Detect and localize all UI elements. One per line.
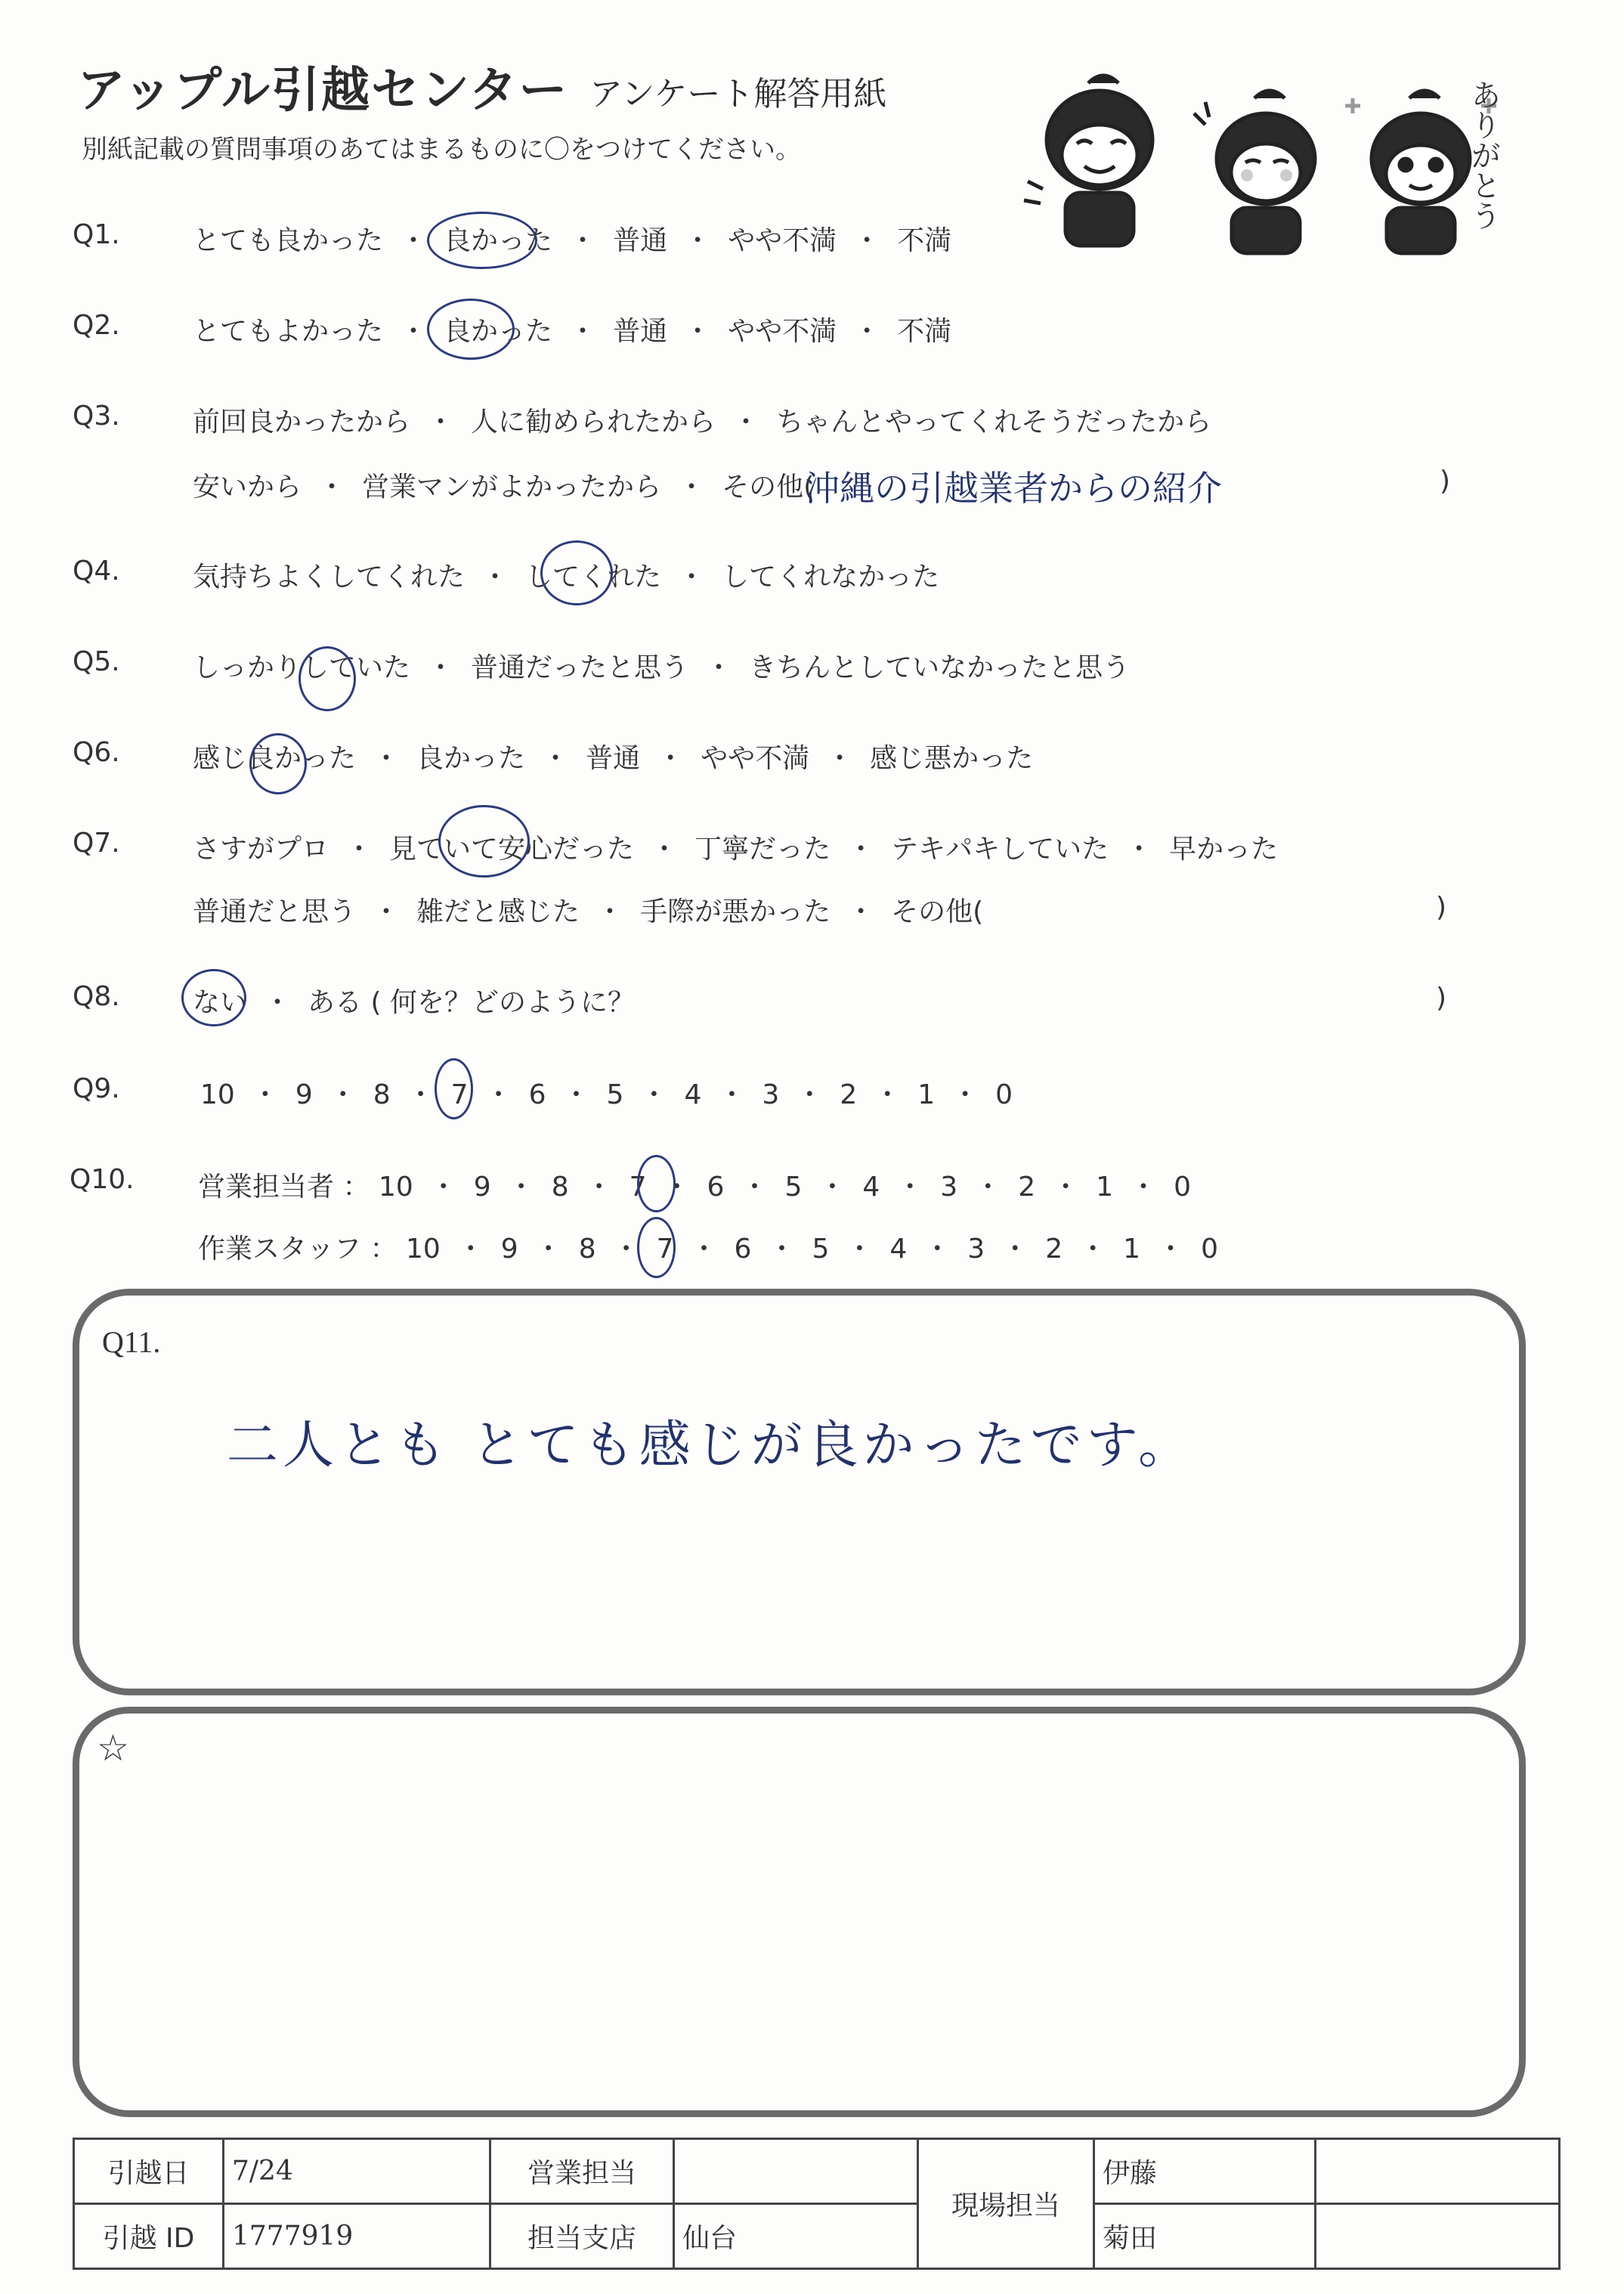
q10-sales-7[interactable]: 7 <box>629 1172 647 1203</box>
q3-label: Q3. <box>73 401 120 432</box>
q1-label: Q1. <box>73 219 120 250</box>
q6-option-5[interactable]: 感じ悪かった <box>870 743 1034 774</box>
move-id-label: 引越 ID <box>74 2204 224 2269</box>
q7-option-7[interactable]: 雑だと感じた <box>416 896 580 927</box>
q10-label: Q10. <box>70 1164 135 1195</box>
q6-option-1[interactable]: 感じ良かった <box>193 743 357 774</box>
instruction-text: 別紙記載の質問事項のあてはまるものに〇をつけてください。 <box>82 135 801 165</box>
q4-option-2[interactable]: してくれた <box>525 562 662 593</box>
field-staff-extra-1[interactable] <box>1316 2139 1560 2204</box>
q7-other-label[interactable]: その他( <box>891 896 984 927</box>
q8-option-none[interactable]: ない <box>193 987 248 1018</box>
form-subtitle: アンケート解答用紙 <box>589 75 887 113</box>
q1-option-3[interactable]: 普通 <box>613 225 668 256</box>
branch-label: 担当支店 <box>490 2204 674 2269</box>
q7-option-1[interactable]: さすがプロ <box>193 834 329 865</box>
q10-sales-9[interactable]: 9 <box>473 1172 491 1203</box>
q9-1[interactable]: 1 <box>917 1079 936 1110</box>
q7-option-4[interactable]: テキパキしていた <box>891 834 1109 865</box>
q1-options: とても良かった ・ 良かった ・ 普通 ・ やや不満 ・ 不満 <box>193 225 952 256</box>
field-staff-1[interactable]: 伊藤 <box>1094 2139 1316 2204</box>
q8-close-paren: ) <box>1436 983 1447 1014</box>
q3-other-answer[interactable]: 沖縄の引越業者からの紹介 <box>805 468 1222 509</box>
q7-label: Q7. <box>73 828 120 859</box>
q7-option-3[interactable]: 丁寧だった <box>694 834 831 865</box>
q11-label: Q11. <box>102 1325 161 1359</box>
q2-option-3[interactable]: 普通 <box>613 316 668 347</box>
q5-option-3[interactable]: きちんとしていなかったと思う <box>749 652 1131 683</box>
q6-option-3[interactable]: 普通 <box>586 743 641 774</box>
q7-option-6[interactable]: 普通だと思う <box>193 896 357 927</box>
q10-staff-1[interactable]: 1 <box>1123 1234 1141 1265</box>
comment-star-label: ☆ <box>97 1729 130 1769</box>
q11-box <box>73 1289 1526 1695</box>
q9-6[interactable]: 6 <box>528 1079 546 1110</box>
q4-selection-circle <box>540 540 613 605</box>
field-staff-extra-2[interactable] <box>1316 2204 1560 2269</box>
sales-value[interactable] <box>674 2139 918 2204</box>
q8-option-other[interactable]: ある ( 何を？どのように？ <box>308 987 635 1018</box>
q10-sales-1[interactable]: 1 <box>1096 1172 1114 1203</box>
q10-staff-9[interactable]: 9 <box>500 1234 518 1265</box>
q1-option-4[interactable]: やや不満 <box>728 225 837 256</box>
q8-selection-circle <box>181 969 246 1026</box>
q4-option-1[interactable]: 気持ちよくしてくれた <box>193 562 466 593</box>
q6-option-2[interactable]: 良かった <box>416 743 526 774</box>
q10-staff-3[interactable]: 3 <box>967 1234 985 1265</box>
q3-line2: 安いから ・ 営業マンがよかったから ・ その他( <box>193 472 815 503</box>
q10-staff-7[interactable]: 7 <box>656 1234 674 1265</box>
q10-sales-8[interactable]: 8 <box>551 1172 569 1203</box>
q9-8[interactable]: 8 <box>373 1079 391 1110</box>
q9-7[interactable]: 7 <box>450 1079 469 1110</box>
q1-option-5[interactable]: 不満 <box>897 225 952 256</box>
q3-close-paren: ) <box>1440 466 1451 497</box>
q1-option-2[interactable]: 良かった <box>444 225 553 256</box>
q10-staff-0[interactable]: 0 <box>1201 1234 1218 1265</box>
branch-value[interactable]: 仙台 <box>674 2204 918 2269</box>
q3-option-2[interactable]: 人に勧められたから <box>471 407 716 438</box>
q2-option-1[interactable]: とてもよかった <box>193 316 384 347</box>
q9-4[interactable]: 4 <box>684 1079 702 1110</box>
q10-staff-10[interactable]: 10 <box>405 1234 441 1265</box>
q2-selection-circle <box>427 299 515 360</box>
q10-sales-4[interactable]: 4 <box>862 1172 880 1203</box>
q9-2[interactable]: 2 <box>840 1079 858 1110</box>
q9-3[interactable]: 3 <box>762 1079 780 1110</box>
company-title: アップル引越センター <box>77 63 569 119</box>
q10-sales-2[interactable]: 2 <box>1018 1172 1036 1203</box>
q10-staff-circle <box>637 1217 676 1278</box>
q10-staff-label: 作業スタッフ <box>198 1234 362 1265</box>
q9-label: Q9. <box>73 1073 120 1104</box>
q2-options: とてもよかった ・ 良かった ・ 普通 ・ やや不満 ・ 不満 <box>193 316 952 347</box>
mascot-illustration <box>1005 68 1534 272</box>
q10-sales-0[interactable]: 0 <box>1174 1172 1191 1203</box>
comment-box <box>73 1707 1526 2117</box>
q10-sales-3[interactable]: 3 <box>940 1172 958 1203</box>
q4-option-3[interactable]: してくれなかった <box>722 562 940 593</box>
q3-line1: 前回良かったから ・ 人に勧められたから ・ ちゃんとやってくれそうだったから <box>193 407 1212 438</box>
q5-label: Q5. <box>73 646 120 677</box>
q10-row-staff: 作業スタッフ ： 10 ・ 9 ・ 8 ・ 7 ・ 6 ・ 5 ・ 4 ・ 3 ・ 2 ・ 1 ・ 0 <box>198 1234 1218 1265</box>
q1-selection-circle <box>427 212 537 269</box>
move-date-value[interactable]: 7/24 <box>224 2139 490 2204</box>
q10-sales-6[interactable]: 6 <box>707 1172 725 1203</box>
q10-sales-5[interactable]: 5 <box>784 1172 803 1203</box>
q3-other-label[interactable]: その他( <box>722 472 815 503</box>
q9-10[interactable]: 10 <box>200 1079 235 1110</box>
q9-selection-circle <box>435 1058 473 1119</box>
q9-0[interactable]: 0 <box>995 1079 1013 1110</box>
q4-label: Q4. <box>73 556 120 587</box>
q9-scale: 10 ・ 9 ・ 8 ・ 7 ・ 6 ・ 5 ・ 4 ・ 3 ・ 2 ・ 1 ・ 0 <box>200 1079 1013 1110</box>
q10-staff-2[interactable]: 2 <box>1045 1234 1063 1265</box>
field-label: 現場担当 <box>918 2139 1094 2269</box>
q2-option-4[interactable]: やや不満 <box>728 316 837 347</box>
q2-label: Q2. <box>73 310 120 341</box>
q3-option-4[interactable]: 安いから <box>193 472 302 503</box>
q10-staff-6[interactable]: 6 <box>734 1234 752 1265</box>
q3-option-1[interactable]: 前回良かったから <box>193 407 411 438</box>
q7-option-2[interactable]: 見ていて安心だった <box>389 834 635 865</box>
q7-selection-circle <box>438 805 530 878</box>
q10-staff-colon: ： <box>370 1234 397 1265</box>
q7-line2: 普通だと思う ・ 雑だと感じた ・ 手際が悪かった ・ その他( <box>193 896 984 927</box>
q10-sales-circle <box>637 1155 676 1212</box>
q5-option-1[interactable]: しっかりしていた <box>193 652 411 683</box>
q7-close-paren: ) <box>1436 892 1447 923</box>
q8-label: Q8. <box>73 981 120 1012</box>
q9-9[interactable]: 9 <box>295 1079 313 1110</box>
q8-options: ない ・ ある ( 何を？どのように？ <box>193 987 635 1018</box>
q6-options: 感じ良かった ・ 良かった ・ 普通 ・ やや不満 ・ 感じ悪かった <box>193 743 1034 774</box>
footer-table <box>73 2138 1561 2270</box>
q10-sales-10[interactable]: 10 <box>378 1172 413 1203</box>
q6-option-4[interactable]: やや不満 <box>701 743 810 774</box>
q7-line1: さすがプロ ・ 見ていて安心だった ・ 丁寧だった ・ テキパキしていた ・ 早かった <box>193 834 1279 865</box>
sales-label: 営業担当 <box>490 2139 674 2204</box>
q11-answer[interactable]: 二人とも とても感じが良かったです。 <box>227 1416 1195 1475</box>
field-staff-2[interactable]: 菊田 <box>1094 2204 1316 2269</box>
q10-staff-8[interactable]: 8 <box>578 1234 596 1265</box>
q10-sales-colon: ： <box>342 1172 370 1203</box>
q1-option-1[interactable]: とても良かった <box>193 225 384 256</box>
q9-5[interactable]: 5 <box>606 1079 624 1110</box>
q10-staff-5[interactable]: 5 <box>812 1234 830 1265</box>
q5-selection-circle <box>299 646 356 711</box>
move-id-value[interactable]: 1777919 <box>224 2204 490 2269</box>
q5-option-2[interactable]: 普通だったと思う <box>471 652 689 683</box>
q4-options: 気持ちよくしてくれた ・ してくれた ・ してくれなかった <box>193 562 940 593</box>
q6-label: Q6. <box>73 737 120 768</box>
q10-staff-4[interactable]: 4 <box>889 1234 908 1265</box>
q3-option-5[interactable]: 営業マンがよかったから <box>362 472 662 503</box>
q6-selection-circle <box>249 733 307 794</box>
thanks-text: ありがとう <box>1466 79 1501 231</box>
q2-option-2[interactable]: 良かった <box>444 316 553 347</box>
q10-row-sales: 営業担当者 ： 10 ・ 9 ・ 8 ・ 7 ・ 6 ・ 5 ・ 4 ・ 3 ・ 2 ・ 1 ・ 0 <box>198 1172 1191 1203</box>
q7-option-5[interactable]: 早かった <box>1169 834 1279 865</box>
move-date-label: 引越日 <box>74 2139 224 2204</box>
q3-option-3[interactable]: ちゃんとやってくれそうだったから <box>776 407 1212 438</box>
q10-sales-label: 営業担当者 <box>198 1172 335 1203</box>
q5-options: しっかりしていた ・ 普通だったと思う ・ きちんとしていなかったと思う <box>193 652 1131 683</box>
q2-option-5[interactable]: 不満 <box>897 316 952 347</box>
q7-option-8[interactable]: 手際が悪かった <box>640 896 831 927</box>
